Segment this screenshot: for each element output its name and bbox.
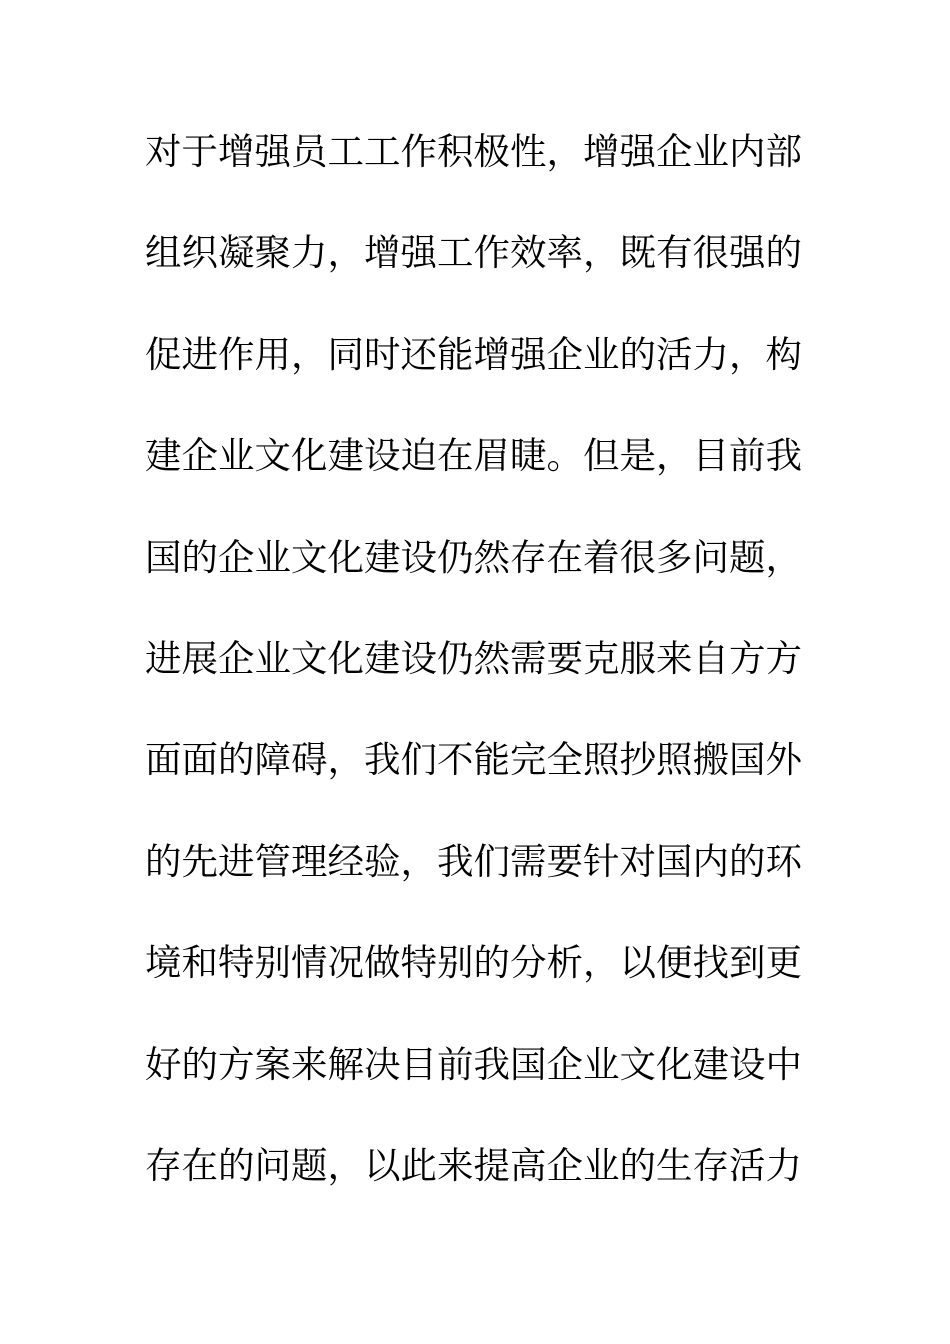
text-line-1: 对于增强员工工作积极性，增强企业内部 xyxy=(145,130,802,173)
text-line-6: 进展企业文化建设仍然需要克服来自方方 xyxy=(145,636,802,680)
text-line-8: 的先进管理经验，我们需要针对国内的环 xyxy=(145,839,802,883)
text-line-5: 国的企业文化建设仍然存在着很多问题， xyxy=(145,535,802,579)
body-paragraph xyxy=(145,124,815,1239)
text-line-11: 存在的问题，以此来提高企业的生存活力 xyxy=(145,1143,802,1187)
text-line-7: 面面的障碍，我们不能完全照抄照搬国外 xyxy=(145,738,802,782)
text-line-3: 促进作用，同时还能增强企业的活力，构 xyxy=(145,332,802,376)
text-line-10: 好的方案来解决目前我国企业文化建设中 xyxy=(145,1042,802,1086)
text-line-2: 组织凝聚力，增强工作效率，既有很强的 xyxy=(145,231,802,275)
text-line-4: 建企业文化建设迫在眉睫。但是，目前我 xyxy=(145,434,802,478)
text-line-9: 境和特别情况做特别的分析，以便找到更 xyxy=(145,941,802,985)
